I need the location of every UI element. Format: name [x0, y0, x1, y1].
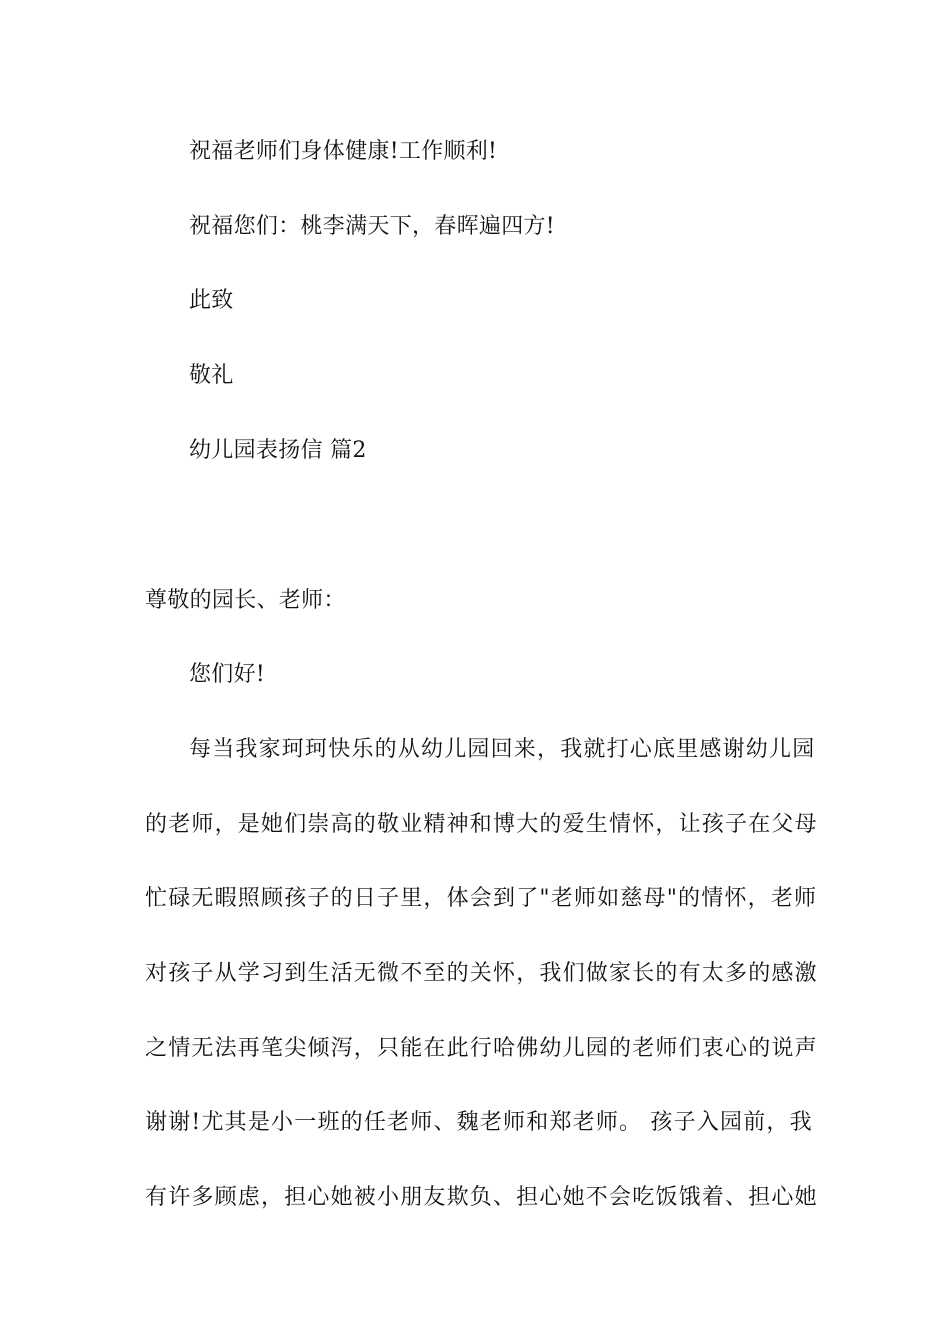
paragraph-line: 忙碌无暇照顾孩子的日子里，体会到了"老师如慈母"的情怀，老师: [145, 886, 818, 911]
closing-wish-line: 祝福老师们身体健康!工作顺利!: [189, 139, 498, 164]
paragraph-line: 对孩子从学习到生活无微不至的关怀，我们做家长的有太多的感激: [145, 961, 818, 986]
salutation-line: 此致: [189, 288, 234, 313]
salutation-line: 敬礼: [189, 363, 234, 388]
letter-opening: 您们好!: [189, 662, 266, 687]
paragraph-line: 有许多顾虑，担心她被小朋友欺负、担心她不会吃饭饿着、担心她: [145, 1185, 818, 1210]
section-title: 幼儿园表扬信 篇2: [189, 438, 367, 463]
letter-greeting: 尊敬的园长、老师：: [145, 588, 346, 613]
paragraph-line: 之情无法再笔尖倾泻，只能在此行哈佛幼儿园的老师们衷心的说声: [145, 1036, 818, 1061]
paragraph-line: 每当我家珂珂快乐的从幼儿园回来，我就打心底里感谢幼儿园: [189, 737, 816, 762]
closing-wish-line: 祝福您们：桃李满天下，春晖遍四方!: [189, 214, 555, 239]
paragraph-line: 的老师，是她们崇高的敬业精神和博大的爱生情怀，让孩子在父母: [145, 812, 818, 837]
paragraph-line: 谢谢!尤其是小一班的任老师、魏老师和郑老师。 孩子入园前，我: [145, 1110, 813, 1135]
